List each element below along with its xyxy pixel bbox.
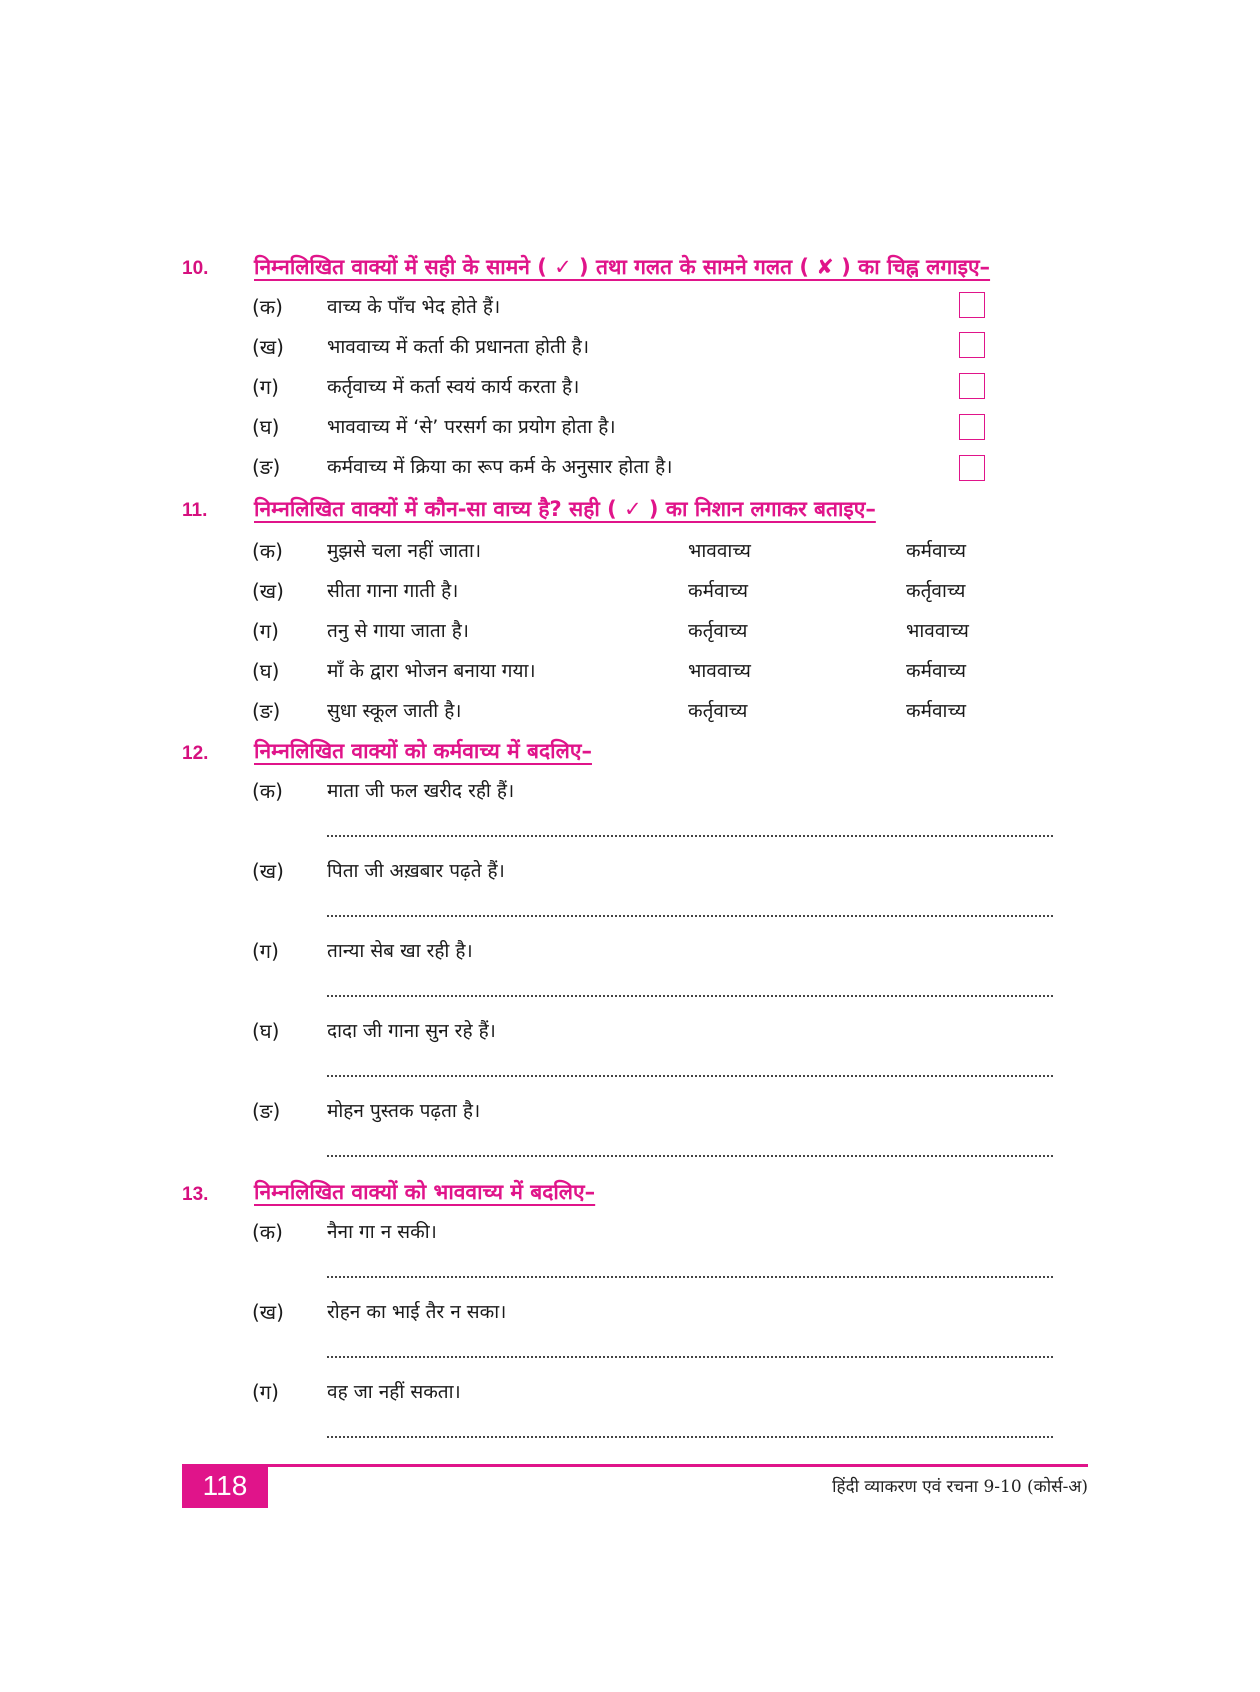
q10-item-nga-text: कर्मवाच्य में क्रिया का रूप कर्म के अनुसार होता है।	[327, 456, 673, 478]
q11-item-nga-option-1[interactable]: कर्तृवाच्य	[688, 700, 748, 722]
q12-item-kha-mark: (ख)	[252, 859, 284, 883]
q11-item-nga-mark: (ङ)	[252, 699, 281, 723]
q13-item-ga-answer-line[interactable]	[327, 1436, 1053, 1438]
page-number	[182, 1464, 268, 1508]
q10-item-ka-text: वाच्य के पाँच भेद होते हैं।	[327, 296, 501, 318]
q12-item-gha-mark: (घ)	[252, 1019, 280, 1043]
q12-item-ka-answer-line[interactable]	[327, 835, 1053, 837]
q13-item-ka-answer-line[interactable]	[327, 1276, 1053, 1278]
q13-item-ka-mark: (क)	[252, 1220, 283, 1244]
q12-item-ga-text: तान्या सेब खा रही है।	[327, 940, 473, 962]
q11-item-ga-option-1[interactable]: कर्तृवाच्य	[688, 620, 748, 642]
q10-item-kha-mark: (ख)	[252, 335, 284, 359]
q11-item-kha-option-2[interactable]: कर्तृवाच्य	[906, 580, 966, 602]
q13-item-ga-text: वह जा नहीं सकता।	[327, 1381, 461, 1403]
question-13-title: निम्नलिखित वाक्यों को भाववाच्य में बदलिए–	[254, 1180, 596, 1204]
book-title: हिंदी व्याकरण एवं रचना 9-10 (कोर्स-अ)	[832, 1477, 1088, 1497]
q12-item-ga-answer-line[interactable]	[327, 995, 1053, 997]
q12-item-ka-mark: (क)	[252, 779, 283, 803]
q13-item-ka-text: नैना गा न सकी।	[327, 1221, 437, 1243]
q10-item-gha-text: भाववाच्य में ‘से’ परसर्ग का प्रयोग होता है।	[327, 416, 616, 438]
q12-item-nga-text: मोहन पुस्तक पढ़ता है।	[327, 1100, 481, 1122]
q12-item-nga-answer-line[interactable]	[327, 1155, 1053, 1157]
question-10-title: निम्नलिखित वाक्यों में सही के सामने ( ✓ ) तथा गलत के सामने गलत ( ✘ ) का चिह्न लगाइए–	[254, 255, 991, 279]
q12-item-ka-text: माता जी फल खरीद रही हैं।	[327, 780, 515, 802]
footer-rule	[182, 1464, 1088, 1467]
q11-item-ka-option-1[interactable]: भाववाच्य	[688, 540, 751, 562]
q10-item-ka-checkbox[interactable]	[959, 292, 985, 318]
q10-item-nga-mark: (ङ)	[252, 455, 281, 479]
q11-item-ga-text: तनु से गाया जाता है।	[327, 620, 469, 642]
q12-item-gha-answer-line[interactable]	[327, 1075, 1053, 1077]
q11-item-ka-text: मुझसे चला नहीं जाता।	[327, 540, 482, 562]
q10-item-ga-checkbox[interactable]	[959, 373, 985, 399]
q10-item-gha-mark: (घ)	[252, 415, 280, 439]
question-12-number: 12.	[182, 743, 209, 764]
q11-item-ka-mark: (क)	[252, 539, 283, 563]
question-10-number: 10.	[182, 258, 209, 279]
q13-item-ga-mark: (ग)	[252, 1380, 279, 1404]
q10-item-ga-text: कर्तृवाच्य में कर्ता स्वयं कार्य करता है।	[327, 376, 580, 398]
q11-item-kha-option-1[interactable]: कर्मवाच्य	[688, 580, 748, 602]
q11-item-nga-option-2[interactable]: कर्मवाच्य	[906, 700, 966, 722]
q10-item-kha-checkbox[interactable]	[959, 332, 985, 358]
q11-item-kha-text: सीता गाना गाती है।	[327, 580, 459, 602]
q12-item-gha-text: दादा जी गाना सुन रहे हैं।	[327, 1020, 496, 1042]
question-11-number: 11.	[182, 500, 208, 521]
q10-item-ka-mark: (क)	[252, 295, 283, 319]
q10-item-ga-mark: (ग)	[252, 375, 279, 399]
q10-item-nga-checkbox[interactable]	[959, 455, 985, 481]
q11-item-ga-option-2[interactable]: भाववाच्य	[906, 620, 969, 642]
q11-item-gha-text: माँ के द्वारा भोजन बनाया गया।	[327, 660, 536, 682]
q13-item-kha-answer-line[interactable]	[327, 1356, 1053, 1358]
q12-item-kha-answer-line[interactable]	[327, 915, 1053, 917]
q11-item-gha-option-2[interactable]: कर्मवाच्य	[906, 660, 966, 682]
q12-item-ga-mark: (ग)	[252, 939, 279, 963]
q11-item-kha-mark: (ख)	[252, 579, 284, 603]
q13-item-kha-text: रोहन का भाई तैर न सका।	[327, 1301, 507, 1323]
page-number-text: 118	[202, 1470, 248, 1501]
q12-item-kha-text: पिता जी अख़बार पढ़ते हैं।	[327, 860, 505, 882]
q11-item-gha-option-1[interactable]: भाववाच्य	[688, 660, 751, 682]
question-11-title: निम्नलिखित वाक्यों में कौन-सा वाच्य है? सही ( ✓ ) का निशान लगाकर बताइए–	[254, 497, 876, 521]
q11-item-ka-option-2[interactable]: कर्मवाच्य	[906, 540, 966, 562]
q12-item-nga-mark: (ङ)	[252, 1099, 281, 1123]
q10-item-gha-checkbox[interactable]	[959, 414, 985, 440]
q11-item-ga-mark: (ग)	[252, 619, 279, 643]
q11-item-nga-text: सुधा स्कूल जाती है।	[327, 700, 462, 722]
q13-item-kha-mark: (ख)	[252, 1300, 284, 1324]
q11-item-gha-mark: (घ)	[252, 659, 280, 683]
q10-item-kha-text: भाववाच्य में कर्ता की प्रधानता होती है।	[327, 336, 590, 358]
question-12-title: निम्नलिखित वाक्यों को कर्मवाच्य में बदलिए–	[254, 739, 592, 763]
question-13-number: 13.	[182, 1184, 209, 1205]
